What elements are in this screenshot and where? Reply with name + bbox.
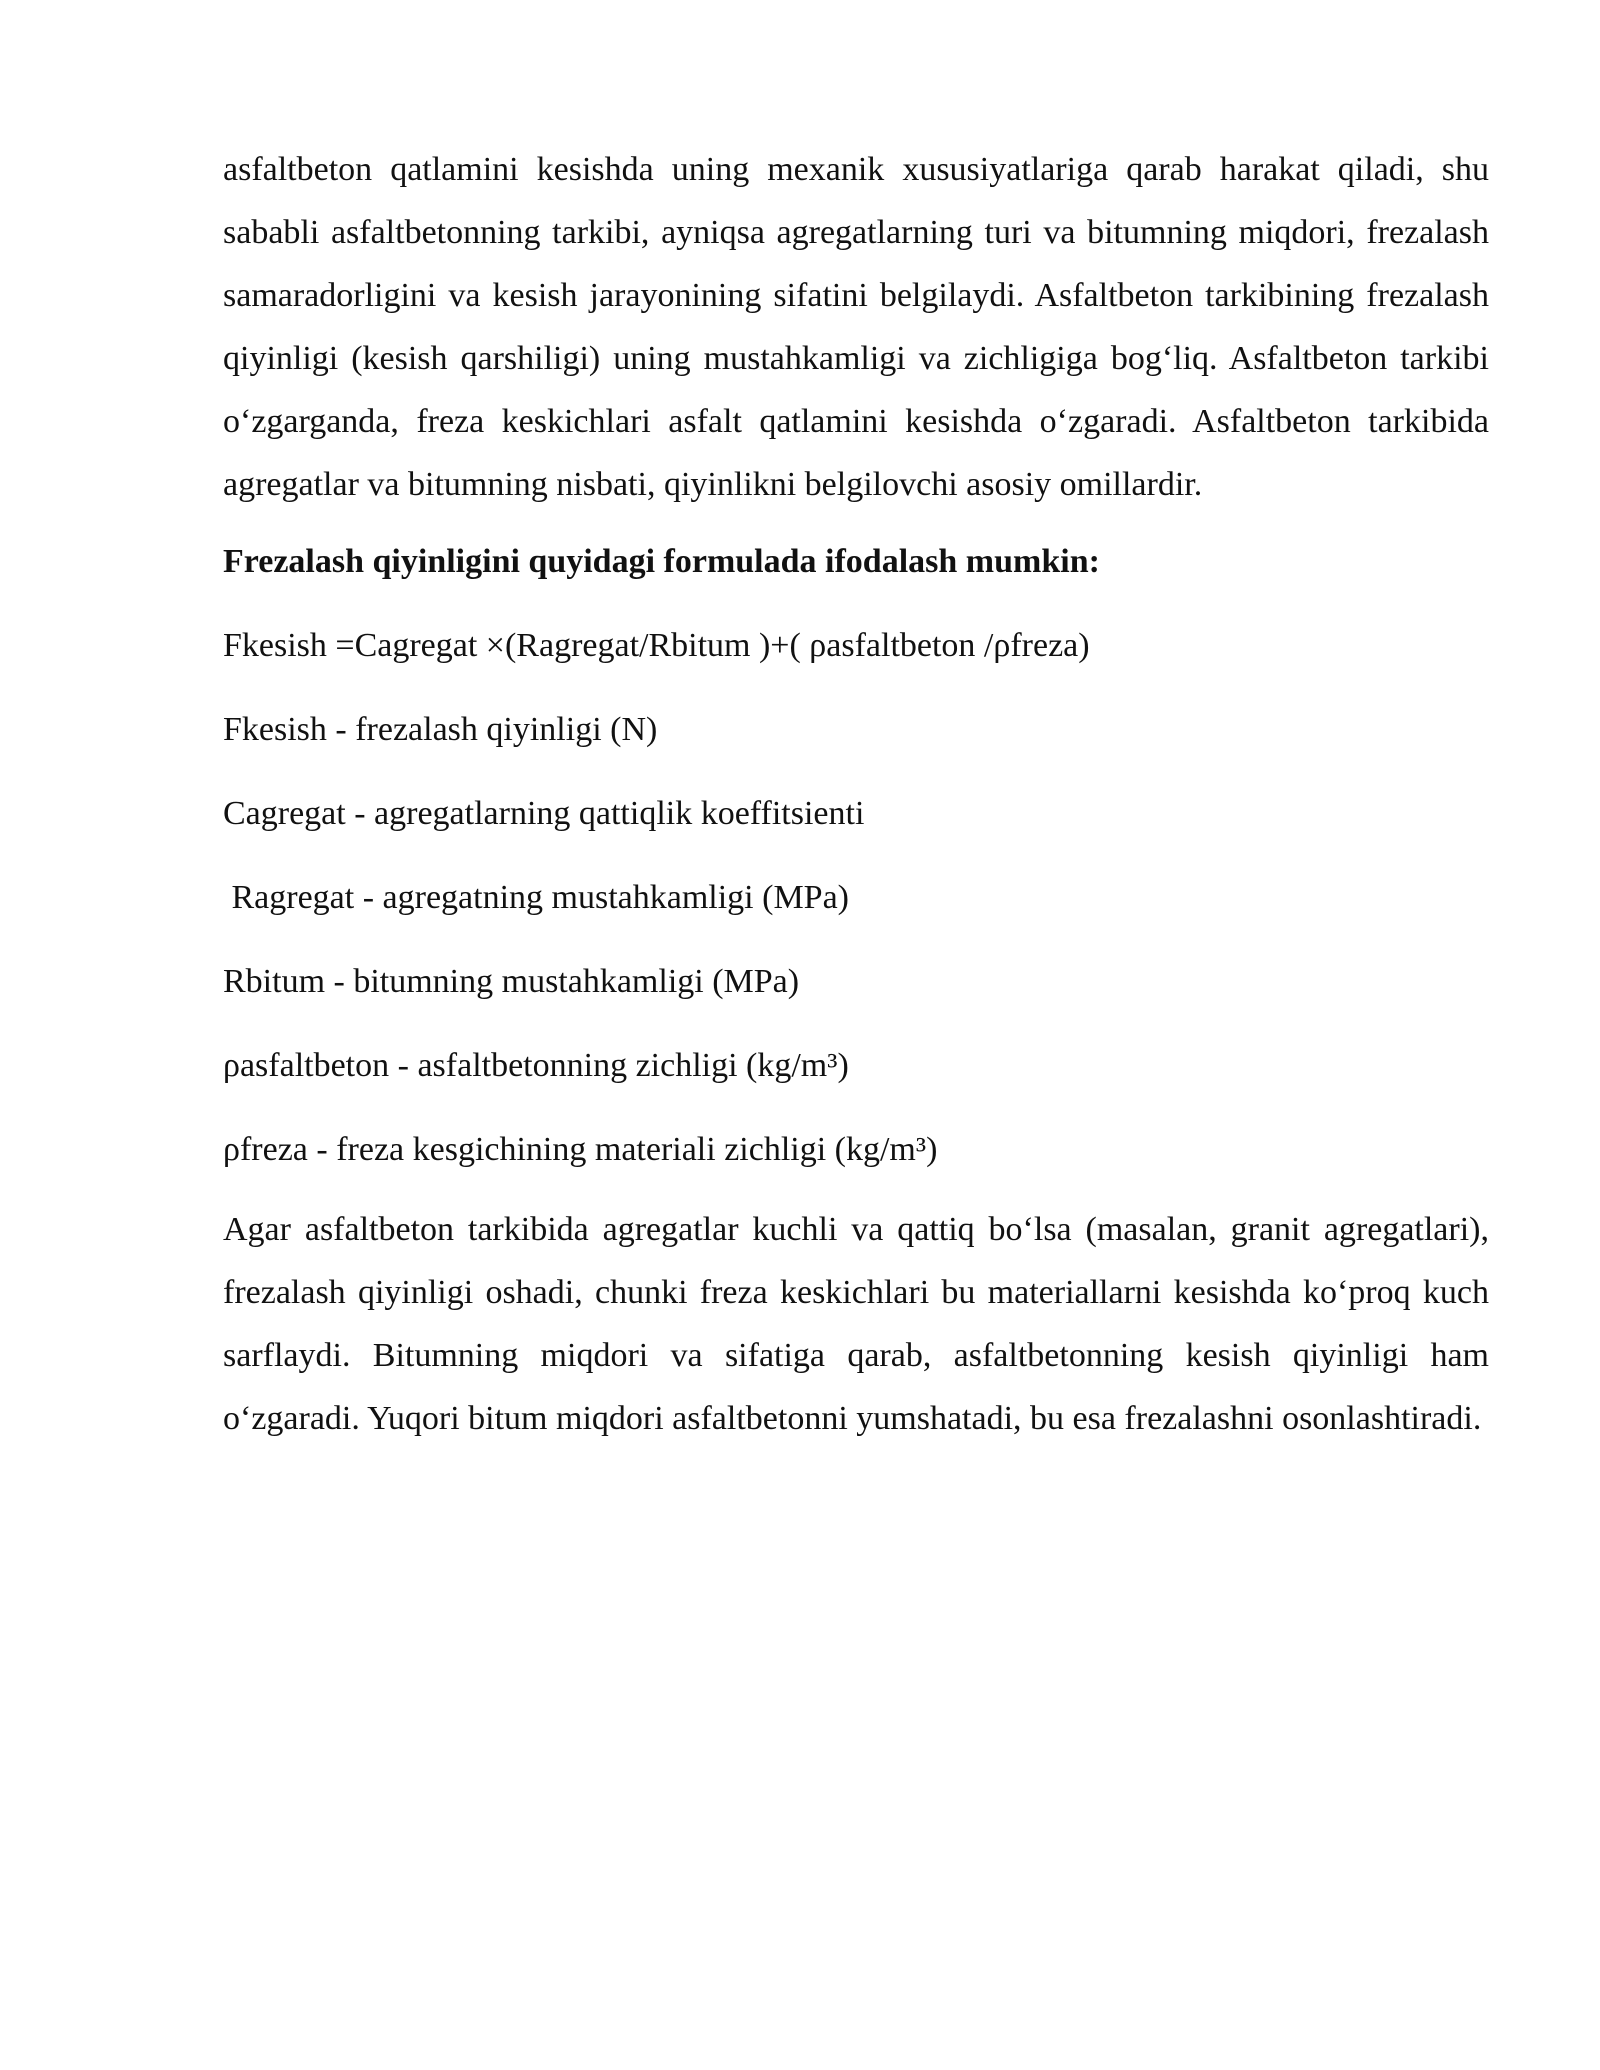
definition-ragregat: Ragregat - agregatning mustahkamligi (MPa) bbox=[223, 879, 849, 916]
body-paragraph-2: Agar asfaltbeton tarkibida agregatlar kuchli va qattiq bo‘lsa (masalan, granit agregatlari), frezalash qiyinligi oshadi, chunki freza keskichlari bu materiallarni kesishda ko‘proq kuch sarflaydi. Bitumning miqdori va sifatiga qarab, asfaltbetonning kesish qiyinligi ham o‘zgaradi. Yuqori bitum miqdori asfaltbetonni yumshatadi, bu esa frezalashni osonlashtiradi. bbox=[223, 1211, 1489, 1437]
definition-rbitum: Rbitum - bitumning mustahkamligi (MPa) bbox=[223, 963, 800, 1000]
formula-line: Fkesish =Cagregat ×(Ragregat/Rbitum )+( ρasfaltbeton /ρfreza) bbox=[223, 627, 1090, 664]
definition-rho-asfaltbeton: ρasfaltbeton - asfaltbetonning zichligi (kg/m³) bbox=[223, 1047, 849, 1084]
page-content bbox=[223, 138, 1489, 1450]
definition-fkesish: Fkesish - frezalash qiyinligi (N) bbox=[223, 711, 658, 748]
definition-rho-freza: ρfreza - freza kesgichining materiali zichligi (kg/m³) bbox=[223, 1131, 938, 1168]
section-heading: Frezalash qiyinligini quyidagi formulada ifodalash mumkin: bbox=[223, 543, 1100, 580]
definition-cagregat: Cagregat - agregatlarning qattiqlik koeffitsienti bbox=[223, 795, 865, 832]
body-paragraph-1: asfaltbeton qatlamini kesishda uning mexanik xususiyatlariga qarab harakat qiladi, shu sababli asfaltbetonning tarkibi, ayniqsa agregatlarning turi va bitumning miqdori, frezalash samaradorligini va kesish jarayonining sifatini belgilaydi. Asfaltbeton tarkibining frezalash qiyinligi (kesish qarshiligi) uning mustahkamligi va zichligiga bog‘liq. Asfaltbeton tarkibi o‘zgarganda, freza keskichlari asfalt qatlamini kesishda o‘zgaradi. Asfaltbeton tarkibida agregatlar va bitumning nisbati, qiyinlikni belgilovchi asosiy omillardir. bbox=[223, 151, 1489, 503]
